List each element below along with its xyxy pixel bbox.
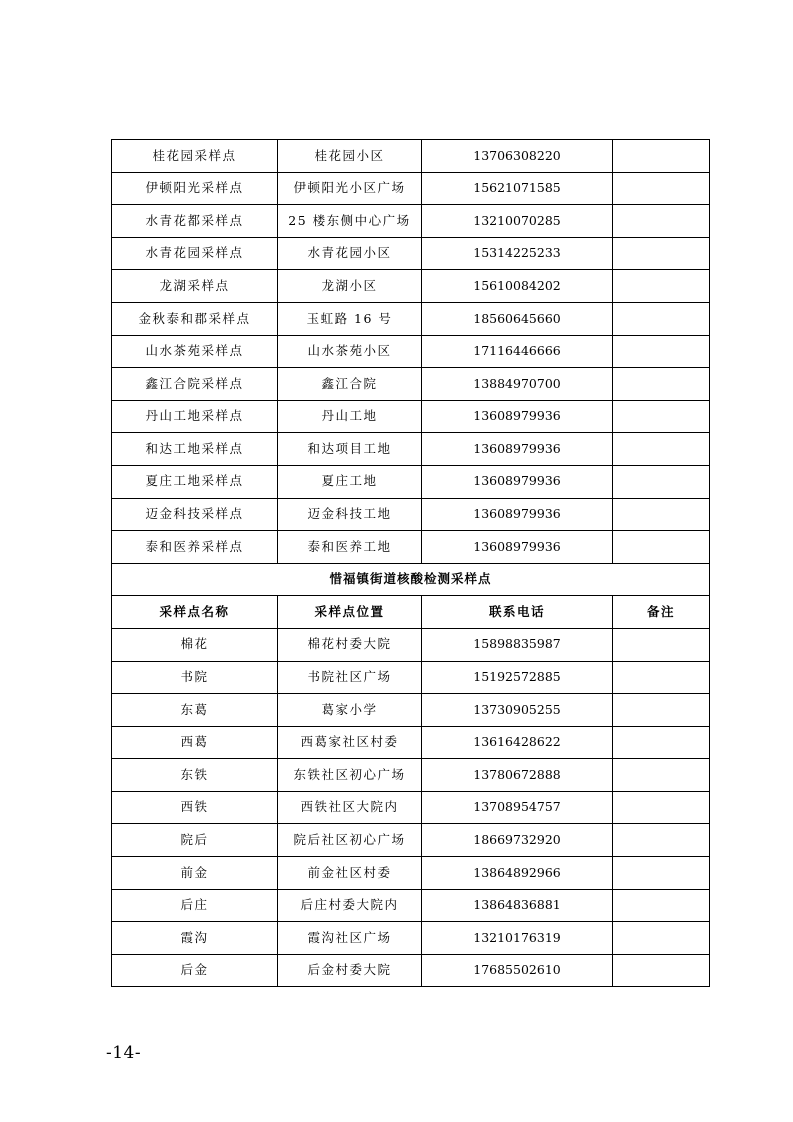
cell-note — [613, 140, 710, 173]
table-row — [112, 791, 710, 824]
cell-name: 后金 — [112, 954, 278, 987]
table-row — [112, 237, 710, 270]
cell-name: 龙湖采样点 — [112, 270, 278, 303]
cell-note — [613, 237, 710, 270]
cell-phone: 13210176319 — [422, 922, 613, 955]
cell-note — [613, 922, 710, 955]
cell-location: 泰和医养工地 — [278, 531, 422, 564]
cell-name: 后庄 — [112, 889, 278, 922]
table-row — [112, 824, 710, 857]
cell-phone: 13780672888 — [422, 759, 613, 792]
cell-location: 桂花园小区 — [278, 140, 422, 173]
table-row — [112, 140, 710, 173]
cell-phone: 15192572885 — [422, 661, 613, 694]
table-row — [112, 270, 710, 303]
table-row — [112, 661, 710, 694]
header-note: 备注 — [613, 596, 710, 629]
cell-name: 前金 — [112, 857, 278, 890]
cell-phone: 13884970700 — [422, 368, 613, 401]
cell-location: 前金社区村委 — [278, 857, 422, 890]
cell-note — [613, 954, 710, 987]
table-row — [112, 922, 710, 955]
cell-location: 和达项目工地 — [278, 433, 422, 466]
cell-location: 夏庄工地 — [278, 465, 422, 498]
cell-location: 葛家小学 — [278, 694, 422, 727]
cell-phone: 13608979936 — [422, 433, 613, 466]
cell-name: 伊顿阳光采样点 — [112, 172, 278, 205]
cell-location: 玉虹路 16 号 — [278, 302, 422, 335]
table-row — [112, 172, 710, 205]
cell-phone: 13708954757 — [422, 791, 613, 824]
cell-name: 丹山工地采样点 — [112, 400, 278, 433]
cell-name: 金秋泰和郡采样点 — [112, 302, 278, 335]
cell-phone: 17685502610 — [422, 954, 613, 987]
cell-note — [613, 726, 710, 759]
cell-name: 山水茶苑采样点 — [112, 335, 278, 368]
cell-phone: 13608979936 — [422, 531, 613, 564]
table-row — [112, 628, 710, 661]
header-name: 采样点名称 — [112, 596, 278, 629]
table-row — [112, 759, 710, 792]
header-location: 采样点位置 — [278, 596, 422, 629]
table-row — [112, 368, 710, 401]
table-row — [112, 954, 710, 987]
cell-phone: 13864836881 — [422, 889, 613, 922]
cell-note — [613, 335, 710, 368]
section-title-row — [112, 563, 710, 596]
table-row — [112, 531, 710, 564]
cell-location: 霞沟社区广场 — [278, 922, 422, 955]
cell-note — [613, 531, 710, 564]
cell-location: 丹山工地 — [278, 400, 422, 433]
cell-location: 西铁社区大院内 — [278, 791, 422, 824]
cell-phone: 13210070285 — [422, 205, 613, 238]
cell-phone: 15610084202 — [422, 270, 613, 303]
cell-name: 棉花 — [112, 628, 278, 661]
cell-location: 山水茶苑小区 — [278, 335, 422, 368]
cell-name: 夏庄工地采样点 — [112, 465, 278, 498]
cell-phone: 13730905255 — [422, 694, 613, 727]
cell-location: 25 楼东侧中心广场 — [278, 205, 422, 238]
cell-phone: 17116446666 — [422, 335, 613, 368]
cell-name: 和达工地采样点 — [112, 433, 278, 466]
cell-phone: 15898835987 — [422, 628, 613, 661]
header-row — [112, 596, 710, 629]
cell-phone: 15314225233 — [422, 237, 613, 270]
cell-phone: 15621071585 — [422, 172, 613, 205]
table-row — [112, 498, 710, 531]
cell-note — [613, 694, 710, 727]
cell-location: 后庄村委大院内 — [278, 889, 422, 922]
table-section-a — [112, 140, 710, 564]
cell-location: 龙湖小区 — [278, 270, 422, 303]
cell-phone: 13706308220 — [422, 140, 613, 173]
header-phone: 联系电话 — [422, 596, 613, 629]
table-row — [112, 726, 710, 759]
cell-name: 霞沟 — [112, 922, 278, 955]
cell-name: 泰和医养采样点 — [112, 531, 278, 564]
table-row — [112, 694, 710, 727]
cell-phone: 18669732920 — [422, 824, 613, 857]
cell-name: 西葛 — [112, 726, 278, 759]
cell-name: 水青花都采样点 — [112, 205, 278, 238]
cell-phone: 13864892966 — [422, 857, 613, 890]
cell-name: 东铁 — [112, 759, 278, 792]
cell-name: 院后 — [112, 824, 278, 857]
cell-note — [613, 302, 710, 335]
cell-location: 水青花园小区 — [278, 237, 422, 270]
cell-location: 棉花村委大院 — [278, 628, 422, 661]
cell-location: 后金村委大院 — [278, 954, 422, 987]
cell-name: 桂花园采样点 — [112, 140, 278, 173]
cell-location: 西葛家社区村委 — [278, 726, 422, 759]
cell-name: 迈金科技采样点 — [112, 498, 278, 531]
cell-note — [613, 400, 710, 433]
cell-note — [613, 889, 710, 922]
table-row — [112, 400, 710, 433]
sampling-points-table — [111, 139, 710, 987]
cell-name: 水青花园采样点 — [112, 237, 278, 270]
cell-phone: 13608979936 — [422, 465, 613, 498]
cell-location: 书院社区广场 — [278, 661, 422, 694]
table-row — [112, 889, 710, 922]
cell-phone: 13616428622 — [422, 726, 613, 759]
cell-location: 迈金科技工地 — [278, 498, 422, 531]
cell-location: 院后社区初心广场 — [278, 824, 422, 857]
table-row — [112, 465, 710, 498]
table-row — [112, 335, 710, 368]
cell-note — [613, 433, 710, 466]
cell-phone: 13608979936 — [422, 400, 613, 433]
cell-phone: 13608979936 — [422, 498, 613, 531]
cell-note — [613, 661, 710, 694]
page-number: -14- — [106, 1043, 142, 1063]
cell-name: 西铁 — [112, 791, 278, 824]
cell-note — [613, 824, 710, 857]
cell-location: 东铁社区初心广场 — [278, 759, 422, 792]
cell-phone: 18560645660 — [422, 302, 613, 335]
cell-name: 东葛 — [112, 694, 278, 727]
table-row — [112, 205, 710, 238]
table-row — [112, 857, 710, 890]
section-title: 惜福镇街道核酸检测采样点 — [112, 563, 710, 596]
cell-note — [613, 628, 710, 661]
cell-name: 鑫江合院采样点 — [112, 368, 278, 401]
cell-note — [613, 498, 710, 531]
cell-note — [613, 465, 710, 498]
cell-name: 书院 — [112, 661, 278, 694]
cell-note — [613, 857, 710, 890]
cell-note — [613, 270, 710, 303]
cell-note — [613, 791, 710, 824]
table-section-b — [112, 563, 710, 987]
cell-note — [613, 205, 710, 238]
cell-location: 伊顿阳光小区广场 — [278, 172, 422, 205]
table-row — [112, 433, 710, 466]
cell-note — [613, 172, 710, 205]
cell-note — [613, 759, 710, 792]
cell-location: 鑫江合院 — [278, 368, 422, 401]
table-row — [112, 302, 710, 335]
cell-note — [613, 368, 710, 401]
